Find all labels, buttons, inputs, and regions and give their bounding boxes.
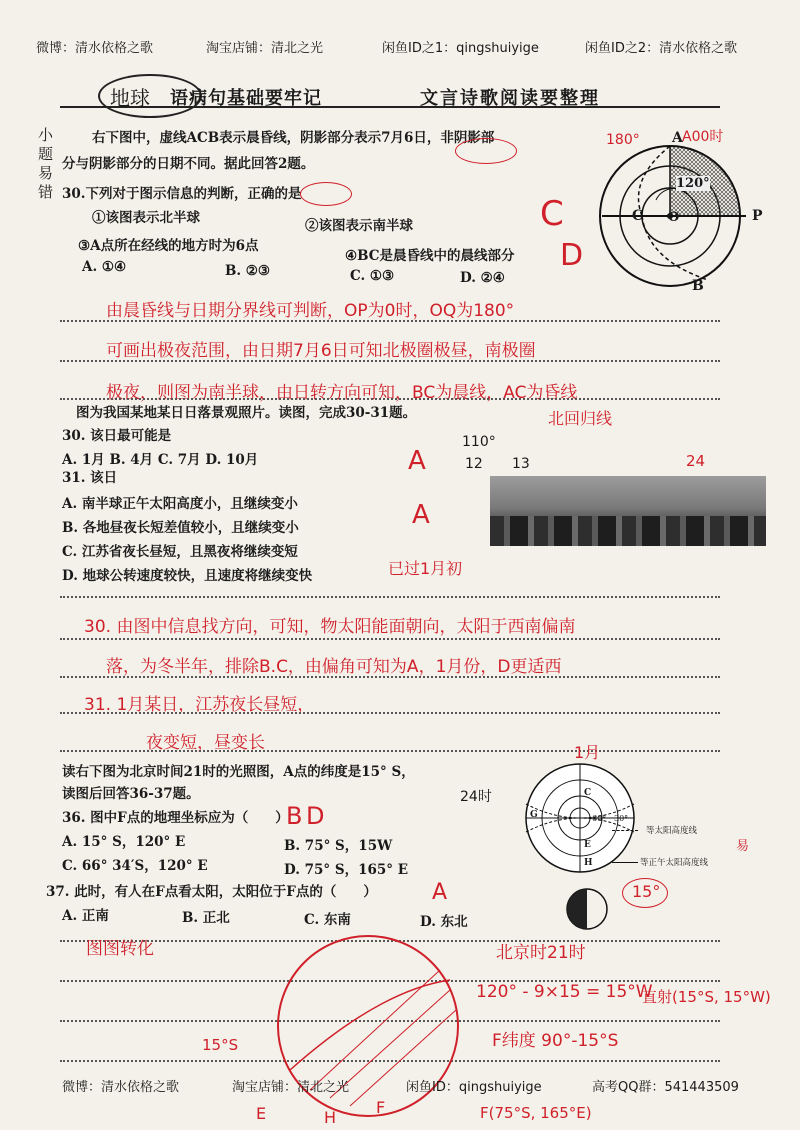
legend1: 等太阳高度线: [646, 826, 698, 836]
hw-ans36: D: [306, 802, 325, 830]
hw-calc4: F(75°S, 165°E): [480, 1104, 592, 1122]
hw-circle-date: [455, 138, 517, 164]
fig2-label-H: H: [584, 858, 593, 868]
q31-optB: B. 各地昼夜长短差值较小，且继续变小: [62, 520, 299, 536]
q36-optC: C. 66° 34′S，120° E: [62, 858, 208, 874]
hw-fH: H: [324, 1108, 337, 1127]
hw-circle-15: [622, 878, 668, 908]
hw-mark-d: D: [560, 238, 584, 273]
q31: 31. 该日: [62, 470, 118, 486]
hw-calc3: F纬度 90°-15°S: [492, 1031, 619, 1051]
footer-qq: 高考QQ群：541443509: [592, 1080, 739, 1095]
q36-optD: D. 75° S，165° E: [284, 862, 409, 878]
s2-intro: 图为我国某地某日日落景观照片。读图，完成30-31题。: [76, 405, 417, 421]
q31-optD: D. 地球公转速度较快，且速度将继续变快: [62, 568, 313, 584]
fig1-angle: 120°: [676, 176, 710, 191]
header-xianyu1: 闲鱼ID之1：qingshuiyige: [382, 41, 539, 56]
q36-optA: A. 15° S，120° E: [62, 834, 186, 850]
hw-easy: 易: [736, 839, 750, 854]
q30a-optB: B. ②③: [225, 263, 271, 279]
title-left: 语病句基础要牢记: [170, 88, 322, 109]
fig2-label-30: 30°: [614, 814, 629, 823]
s1-intro-2: 分与阴影部分的日期不同。据此回答2题。: [62, 156, 315, 172]
hw-ans30: A: [408, 446, 426, 476]
q37: 37. 此时，有人在F点看太阳，太阳位于F点的（ ）: [46, 884, 377, 900]
title-handwritten: 地球: [110, 86, 150, 110]
footer-taobao: 淘宝店铺：清北之光: [232, 1080, 350, 1095]
fig2-label-G: G: [530, 810, 538, 820]
fig1-label-C: C: [632, 208, 644, 224]
hw-15s: 15°S: [202, 1036, 239, 1054]
q36-optB: B. 75° S，15W: [284, 838, 393, 854]
q30a-s3: ③A点所在经线的地方时为6点: [78, 238, 259, 254]
hw-ans31: A: [412, 500, 430, 530]
hw-ans36b: B: [286, 802, 303, 830]
fig1-label-A: A: [672, 130, 683, 146]
hw-110: 110°: [462, 434, 496, 450]
hw-big-circle: [250, 930, 490, 1130]
hw-24h: 24时: [460, 789, 492, 805]
hw-180: 180°: [606, 132, 640, 148]
s3-intro-1: 读右下图为北京时间21时的光照图，A点的纬度是15° S，: [62, 764, 415, 780]
q31-optC: C. 江苏省夜长昼短，且黑夜将继续变短: [62, 544, 298, 560]
hw-passed: 已过1月初: [388, 559, 463, 578]
legend-line1: [612, 830, 638, 831]
hw-explain2: 落，为冬半年，排除B.C，由偏角可知为A，1月份，D更适西: [106, 657, 562, 677]
hw-note1: 由晨昏线与日期分界线可判断，OP为0时，OQ为180°: [106, 301, 515, 321]
hw-tropic: 北回归线: [548, 409, 613, 428]
hw-explain4: 夜变短，昼变长: [146, 733, 265, 753]
q37-optB: B. 正北: [182, 910, 230, 926]
q31-optA: A. 南半球正午太阳高度小，且继续变小: [62, 496, 298, 512]
hw-24: 24: [686, 452, 706, 470]
hw-fF: F: [376, 1098, 386, 1117]
hw-explain1: 30. 由图中信息找方向，可知，物太阳能面朝向，太阳于西南偏南: [84, 617, 576, 637]
photo-buildings: [490, 516, 766, 546]
legend-line2: [612, 862, 638, 863]
hw-note3: 极夜，则图为南半球，由日转方向可知，BC为晨线，AC为昏线: [106, 383, 578, 403]
q30a-s2: ②该图表示南半球: [305, 218, 413, 234]
q30a: 30.下列对于图示信息的判断，正确的是: [62, 186, 302, 202]
fig2-label-60: 60°: [592, 814, 607, 823]
sunset-photo: [490, 476, 766, 546]
hw-month1: 1月: [574, 743, 601, 762]
fig2-label-E: E: [584, 840, 591, 850]
fig1-label-O: O: [668, 210, 680, 225]
q30a-optA: A. ①④: [82, 259, 127, 275]
side-note: 小题易错: [38, 126, 54, 201]
q30a-optD: D. ②④: [460, 270, 505, 286]
hw-calc2: 直射(15°S, 15°W): [642, 988, 771, 1006]
hw-15deg: 15°: [632, 882, 661, 901]
q37-optA: A. 正南: [62, 908, 109, 924]
hw-a00: A00时: [682, 129, 724, 145]
hw-ans37: A: [432, 880, 448, 905]
hw-explain3: 31. 1月某日，江苏夜长昼短，: [84, 695, 315, 715]
q37-optC: C. 东南: [304, 912, 351, 928]
hw-bj21: 北京时21时: [496, 943, 586, 963]
hw-note2: 可画出极夜范围，由日期7月6日可知北极圈极昼，南极圈: [106, 341, 536, 361]
hw-mark-c: C: [540, 194, 564, 234]
q30a-s1: ①该图表示北半球: [92, 210, 200, 226]
footer-xianyu: 闲鱼ID：qingshuiyige: [406, 1080, 542, 1095]
fig1-label-P: P: [752, 208, 763, 224]
header-weibo: 微博：清水依格之歌: [36, 41, 154, 56]
q30a-optC: C. ①③: [350, 268, 395, 284]
title-right: 文言诗歌阅读要整理: [420, 88, 600, 109]
hw-13: 13: [512, 456, 530, 472]
hw-circle-correct: [300, 182, 352, 206]
q30b-opts: A. 1月 B. 4月 C. 7月 D. 10月: [62, 452, 259, 468]
mini-hemisphere: [562, 884, 612, 934]
hw-12: 12: [465, 456, 483, 472]
header-xianyu2: 闲鱼ID之2：清水依格之歌: [585, 41, 738, 56]
q36: 36. 图中F点的地理坐标应为（ ）: [62, 810, 289, 826]
hw-calc1: 120° - 9×15 = 15°W: [476, 982, 653, 1002]
legend2: 等正午太阳高度线: [640, 858, 709, 868]
q30a-s4: ④BC是晨昏线中的晨线部分: [345, 248, 515, 264]
q37-optD: D. 东北: [420, 914, 468, 930]
s3-intro-2: 读图后回答36-37题。: [62, 786, 200, 802]
footer-weibo: 微博：清水依格之歌: [62, 1080, 180, 1095]
fig1-label-B: B: [692, 278, 704, 294]
header-taobao: 淘宝店铺：清北之光: [206, 41, 324, 56]
fig2-label-C: C: [584, 788, 592, 798]
q30b: 30. 该日最可能是: [62, 428, 172, 444]
hw-method: 图图转化: [86, 939, 154, 959]
hw-fE: E: [256, 1104, 267, 1123]
s1-intro-1: 右下图中，虚线ACB表示晨昏线，阴影部分表示7月6日，非阴影部: [92, 130, 495, 146]
